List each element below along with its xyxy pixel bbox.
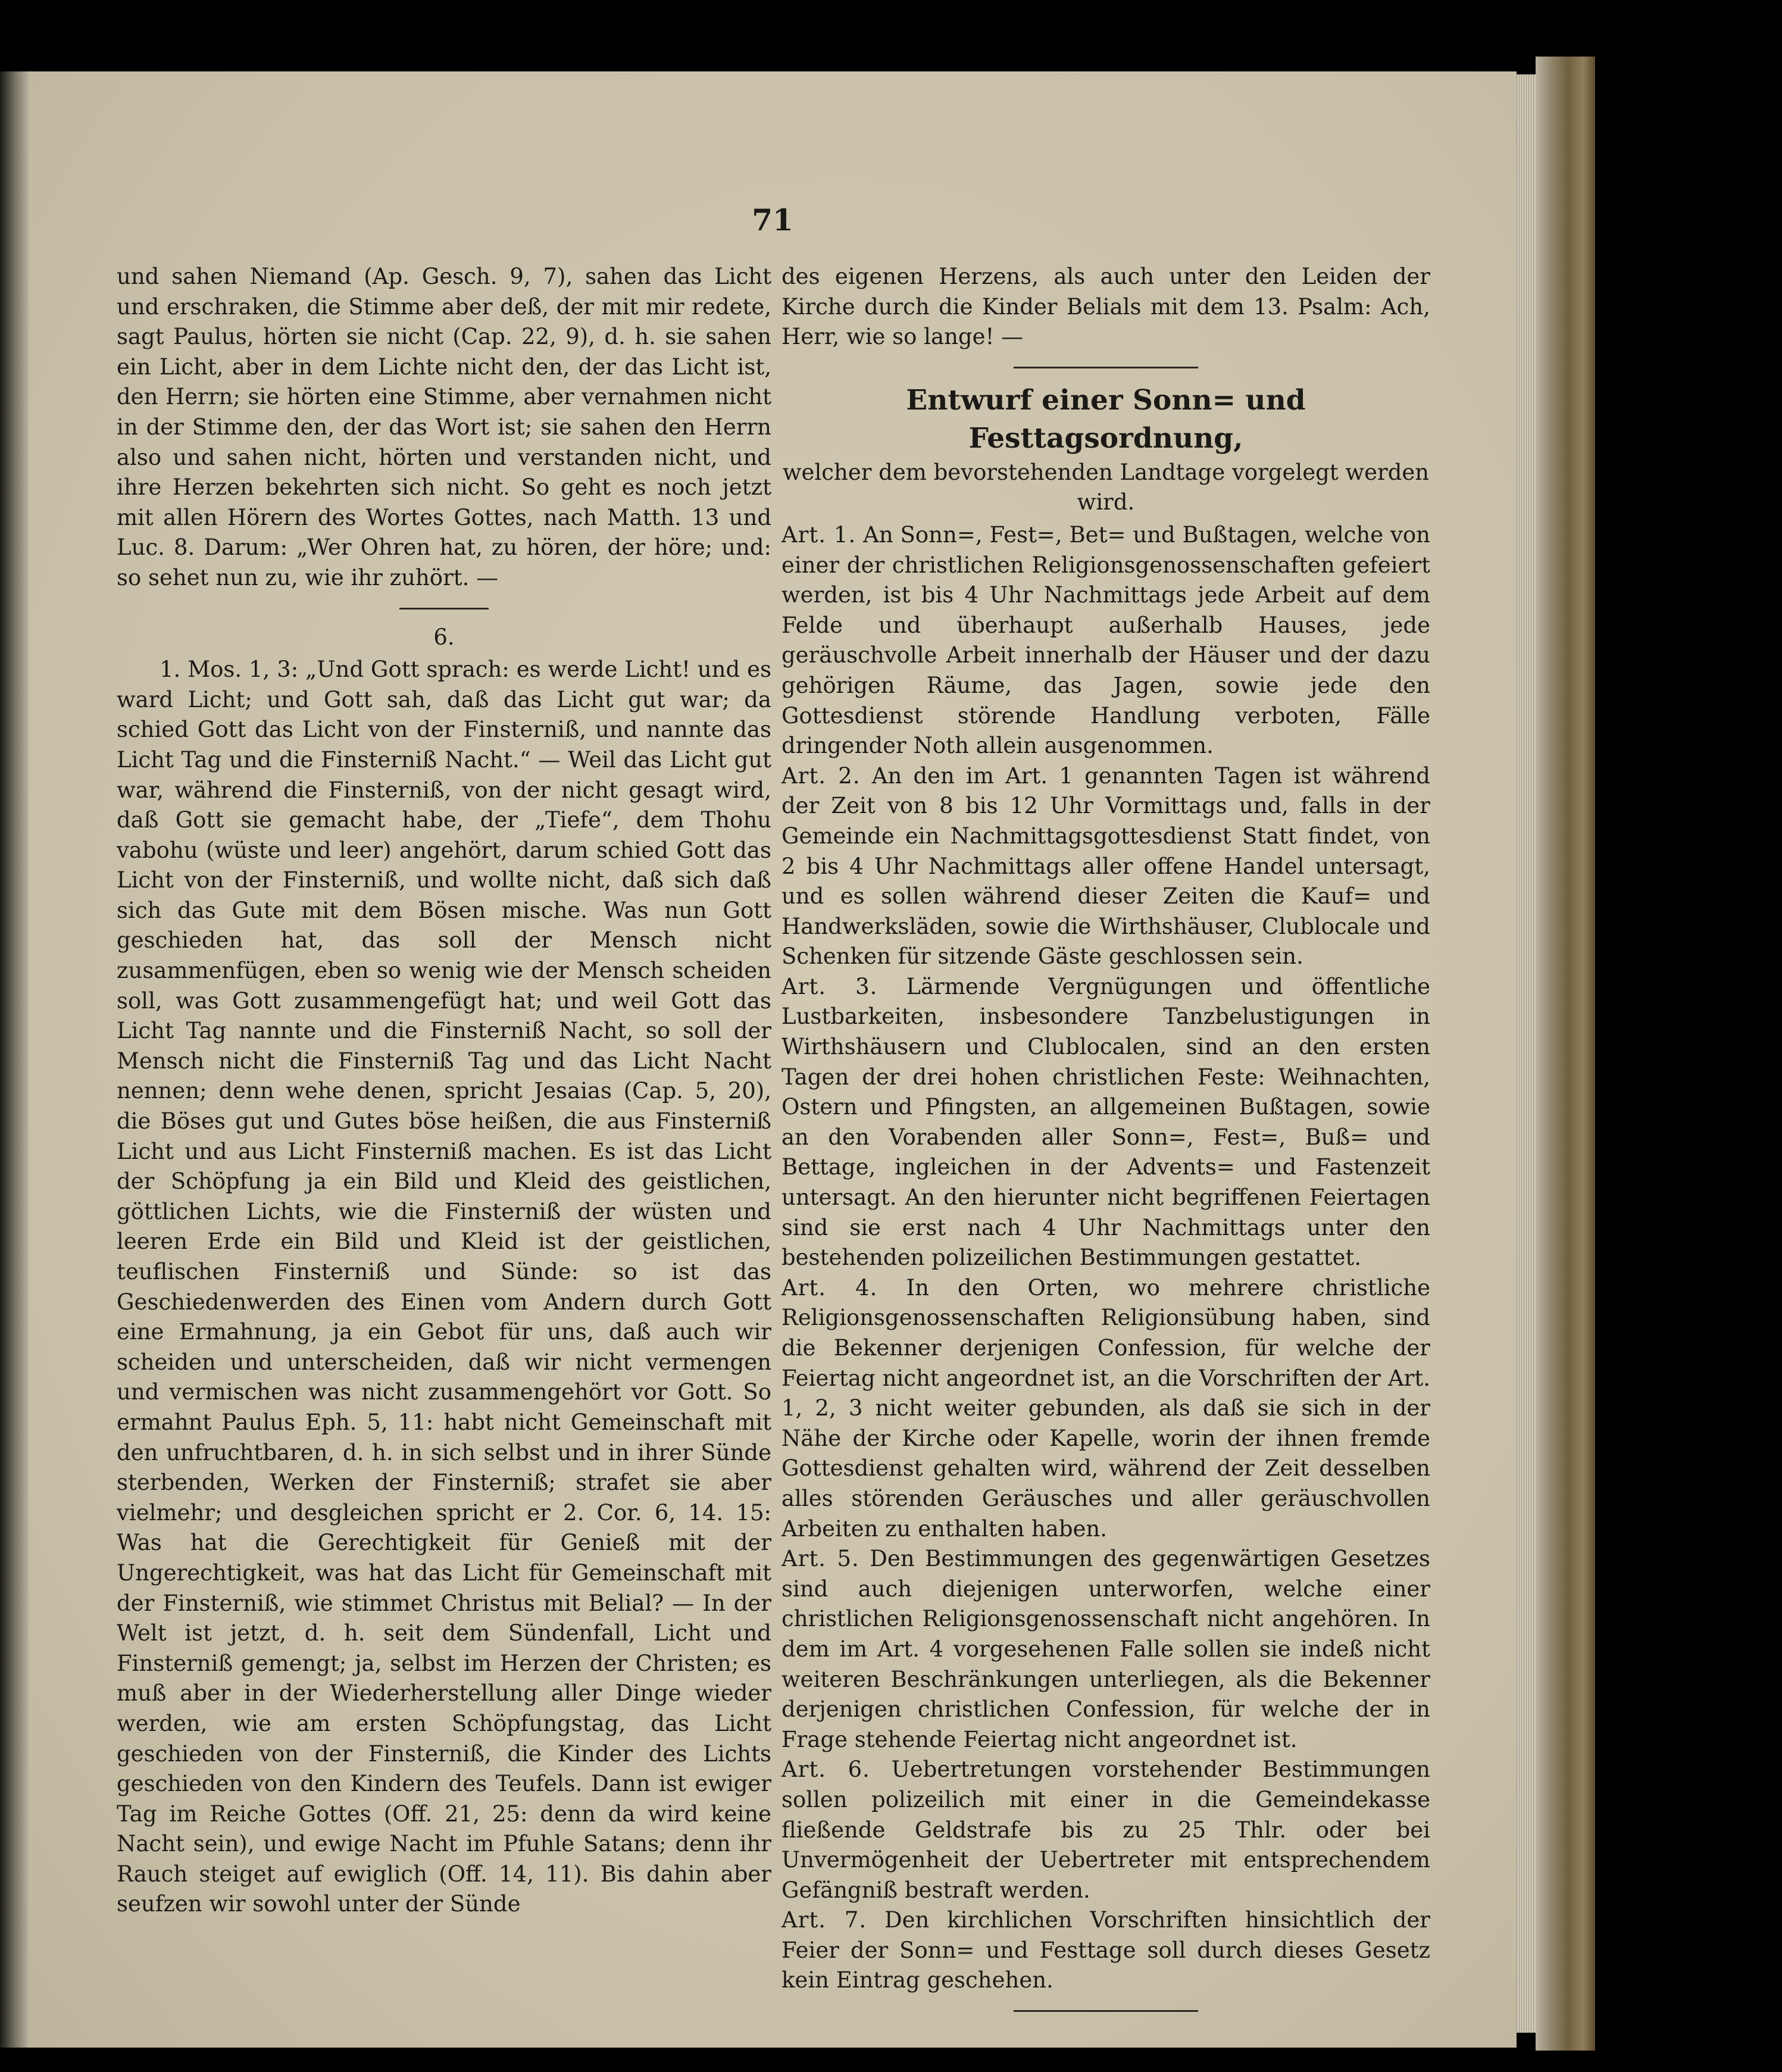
article-7 — [781, 1905, 1430, 1996]
article-label: Art. 1. — [781, 521, 856, 548]
article-1 — [781, 520, 1430, 761]
article-text: Den Bestimmungen des gegenwärtigen Gesetzes sind auch diejenigen unterworfen, welche einer christlichen Religionsgenossenschaft nicht angehören. In dem im Art. 4 vorgesehenen Falle sollen sie indeß nicht weiteren Beschränkungen unterliegen, als die Bekenner derjenigen christlichen Confession, für welche der in Frage stehende Feiertag nicht angeordnet ist. — [781, 1546, 1430, 1752]
article-label: Art. 2. — [781, 762, 861, 789]
article-label: Art. 6. — [781, 1757, 870, 1783]
article-label: Art. 4. — [781, 1274, 878, 1301]
facing-page-edge — [0, 71, 29, 2048]
article-text: Den kirchlichen Vorschriften hinsichtlich der Feier der Sonn= und Festtage soll durch dieses Gesetz kein Eintrag geschehen. — [781, 1907, 1430, 1993]
page-number: 71 — [752, 202, 793, 237]
section-divider — [1014, 367, 1198, 368]
article-text: In den Orten, wo mehrere christliche Religionsgenossenschaften Religionsübung haben, sind die Bekenner derjenigen Confession, für welche der Feiertag nicht angeordnet ist, an die Vorschriften der Art. 1, 2, 3 nicht weiter gebunden, als daß sie sich in der Nähe der Kirche oder Kapelle, worin der ihnen fremde Gottesdienst gehalten wird, während der Zeit desselben alles störenden Geräusches und aller geräuschvollen Arbeiten zu enthalten haben. — [781, 1274, 1430, 1542]
section-number: 6. — [433, 624, 455, 650]
end-divider — [1014, 2010, 1198, 2012]
paragraph-genesis: 1. Mos. 1, 3: „Und Gott sprach: es werde Licht! und es ward Licht; und Gott sah, daß das Licht gut war; da schied Gott das Licht von der Finsterniß, und nannte das Licht Tag und die Finsterniß Nacht.“ — Weil das Licht gut war, während die Finsterniß, von der nicht gesagt wird, daß Gott sie gemacht habe, der „Tiefe“, dem Thohu vabohu (wüste und leer) angehört, darum schied Gott das Licht von der Finsterniß, und wollte nicht, daß sich daß sich das Gute mit dem Bösen mische. Was nun Gott geschieden hat, das soll der Mensch nicht zusammenfügen, eben so wenig wie der Mensch scheiden soll, was Gott zusammengefügt hat; und weil Gott das Licht Tag nannte und die Finsterniß Nacht, so soll der Mensch nicht die Finsterniß Tag und das Licht Nacht nennen; denn wehe denen, spricht Jesaias (Cap. 5, 20), die Böses gut und Gutes böse heißen, die aus Finsterniß Licht und aus Licht Finsterniß machen. Es ist das Licht der Schöpfung ja ein Bild und Kleid des geistlichen, göttlichen Lichts, wie die Finsterniß der wüsten und leeren Erde ein Bild und Kleid ist der geistlichen, teuflischen Finsterniß und Sünde: so ist das Geschiedenwerden des Einen vom Andern durch Gott eine Ermahnung, ja ein Gebot für uns, daß auch wir scheiden und unterscheiden, daß wir nicht vermengen und vermischen was nicht zusammengehört vor Gott. So ermahnt Paulus Eph. 5, 11: habt nicht Gemeinschaft mit den unfruchtbaren, d. h. in sich selbst und in ihrer Sünde sterbenden, Werken der Finsterniß; strafet sie aber vielmehr; und desgleichen spricht er 2. Cor. 6, 14. 15: Was hat die Gerechtigkeit für Genieß mit der Ungerechtigkeit, was hat das Licht für Gemeinschaft mit der Finsterniß, wie stimmet Christus mit Belial? — In der Welt ist jetzt, d. h. seit dem Sündenfall, Licht und Finsterniß gemengt; ja, selbst im Herzen der Christen; es muß aber in der Wiederherstellung aller Dinge wieder werden, wie am ersten Schöpfungstag, das Licht geschieden von der Finsterniß, die Kinder des Lichts geschieden von den Kindern des Teufels. Dann ist ewiger Tag im Reiche Gottes (Off. 21, 25: denn da wird keine Nacht sein), und ewige Nacht im Pfuhle Satans; denn ihr Rauch steiget auf ewiglich (Off. 14, 11). Bis dahin aber seufzen wir sowohl unter der Sünde — [117, 657, 771, 1917]
article-text: Lärmende Vergnügungen und öffentliche Lustbarkeiten, insbesondere Tanzbelustigungen in Wirthshäusern und Clublocalen, sind an den ersten Tagen der drei hohen christlichen Feste: Weihnachten, Ostern und Pfingsten, an allgemeinen Bußtagen, sowie an den Vorabenden aller Sonn=, Fest=, Buß= und Bettage, ingleichen in der Advents= und Fastenzeit untersagt. An den hierunter nicht begriffenen Feiertagen sind sie erst nach 4 Uhr Nachmittags unter den bestehenden polizeilichen Bestimmungen gestattet. — [781, 973, 1430, 1271]
paragraph-continued: und sahen Niemand (Ap. Gesch. 9, 7), sahen das Licht und erschraken, die Stimme aber deß, der mit mir redete, sagt Paulus, hörten sie nicht (Cap. 22, 9), d. h. sie sahen ein Licht, aber in dem Lichte nicht den, der das Licht ist, den Herrn; sie hörten eine Stimme, aber vernahmen nicht in der Stimme den, der das Wort ist; sie sahen den Herrn also und sahen nicht, hörten und verstanden nicht, und ihre Herzen bekehrten sich nicht. So geht es noch jetzt mit allen Hörern des Wortes Gottes, nach Matth. 13 und Luc. 8. Darum: „Wer Ohren hat, zu hören, der höre; und: so sehet nun zu, wie ihr zuhört. — — [117, 264, 771, 590]
right-column — [781, 262, 1430, 2025]
article-text: An den im Art. 1 genannten Tagen ist während der Zeit von 8 bis 12 Uhr Vormittags und, falls in der Gemeinde ein Nachmittagsgottesdienst Statt findet, von 2 bis 4 Uhr Nachmittags aller offene Handel untersagt, und es sollen während dieser Zeiten die Kauf= und Handwerksläden, sowie die Wirthshäuser, Clublocale und Schenken für sitzende Gäste geschlossen sein. — [781, 762, 1430, 970]
article-label: Art. 5. — [781, 1546, 859, 1572]
article-4 — [781, 1273, 1430, 1544]
article-6 — [781, 1755, 1430, 1905]
article-heading: Entwurf einer Sonn= und Festtagsordnung, — [906, 383, 1306, 455]
article-5 — [781, 1544, 1430, 1755]
article-text: Uebertretungen vorstehender Bestimmungen sollen polizeilich mit einer in die Gemeindekasse fließende Geldstrafe bis zu 25 Thlr. oder bei Unvermögenheit der Uebertreter mit entsprechendem Gefängniß bestraft werden. — [781, 1757, 1430, 1903]
article-label: Art. 7. — [781, 1907, 867, 1933]
paragraph-continuation: des eigenen Herzens, als auch unter den Leiden der Kirche durch die Kinder Belials mit dem 13. Psalm: Ach, Herr, wie so lange! — — [781, 264, 1430, 350]
article-3 — [781, 972, 1430, 1273]
book-page — [29, 71, 1517, 2048]
article-label: Art. 3. — [781, 973, 878, 999]
section-divider — [399, 608, 489, 610]
article-2 — [781, 761, 1430, 972]
article-subheading: welcher dem bevorstehenden Landtage vorgelegt werden wird. — [782, 459, 1430, 515]
page-stack-edge — [1515, 74, 1539, 2033]
article-text: An Sonn=, Fest=, Bet= und Bußtagen, welche von einer der christlichen Religionsgenossenschaften gefeiert werden, ist bis 4 Uhr Nachmittags jede Arbeit auf dem Felde und überhaupt außerhalb Hauses, jede geräuschvolle Arbeit innerhalb der Häuser und der dazu gehörigen Räume, das Jagen, sowie jede den Gottesdienst störende Handlung verboten, Fälle dringender Noth allein ausgenommen. — [781, 521, 1430, 759]
left-column — [117, 262, 771, 1920]
book-cover-board — [1536, 57, 1595, 2051]
